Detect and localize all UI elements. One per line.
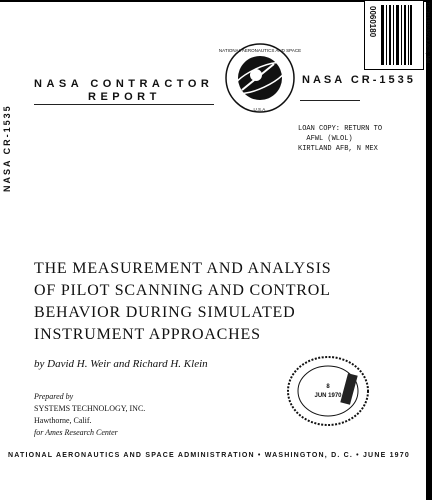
svg-text:NATIONAL AERONAUTICS AND SPACE: NATIONAL AERONAUTICS AND SPACE	[218, 48, 302, 53]
prepared-by-label: Prepared by	[34, 392, 74, 401]
loan-line-1: LOAN COPY: RETURN TO	[298, 125, 383, 133]
scan-right-edge	[426, 0, 432, 500]
footer-publisher-line: NATIONAL AERONAUTICS AND SPACE ADMINISTRATION • WASHINGTON, D. C. • JUNE 1970	[8, 452, 410, 459]
library-tag-label: TECH LIBRARY KAFB, NM	[424, 2, 430, 64]
side-report-number: NASA CR-1535	[2, 104, 12, 192]
report-title	[34, 258, 364, 346]
svg-text:8: 8	[326, 384, 330, 390]
header-report-number: NASA CR-1535	[302, 74, 416, 86]
prepared-by-city: Hawthorne, Calif.	[34, 416, 92, 425]
loan-line-3: KIRTLAND AFB, N MEX	[298, 145, 378, 153]
header-rule-left	[34, 104, 214, 105]
prepared-for: for Ames Research Center	[34, 428, 118, 437]
header-rule-right	[300, 100, 360, 101]
loan-copy-notice	[298, 124, 382, 154]
svg-text:U.S.A.: U.S.A.	[253, 107, 267, 112]
title-line-4: INSTRUMENT APPROACHES	[34, 326, 261, 343]
library-barcode-number: 0060180	[368, 6, 377, 38]
nasa-seal-icon	[212, 42, 308, 114]
svg-text:JUN 1970: JUN 1970	[314, 393, 342, 399]
report-authors: by David H. Weir and Richard H. Klein	[34, 358, 208, 370]
header-report: REPORT	[88, 91, 161, 103]
title-line-1: THE MEASUREMENT AND ANALYSIS	[34, 260, 332, 277]
loan-line-2: AFWL (WLOL)	[298, 135, 353, 143]
title-line-2: OF PILOT SCANNING AND CONTROL	[34, 282, 331, 299]
title-line-3: BEHAVIOR DURING SIMULATED	[34, 304, 296, 321]
prepared-by-organization: SYSTEMS TECHNOLOGY, INC.	[34, 404, 146, 413]
library-received-stamp	[284, 354, 372, 428]
header-nasa-contractor: NASA CONTRACTOR	[34, 78, 214, 90]
